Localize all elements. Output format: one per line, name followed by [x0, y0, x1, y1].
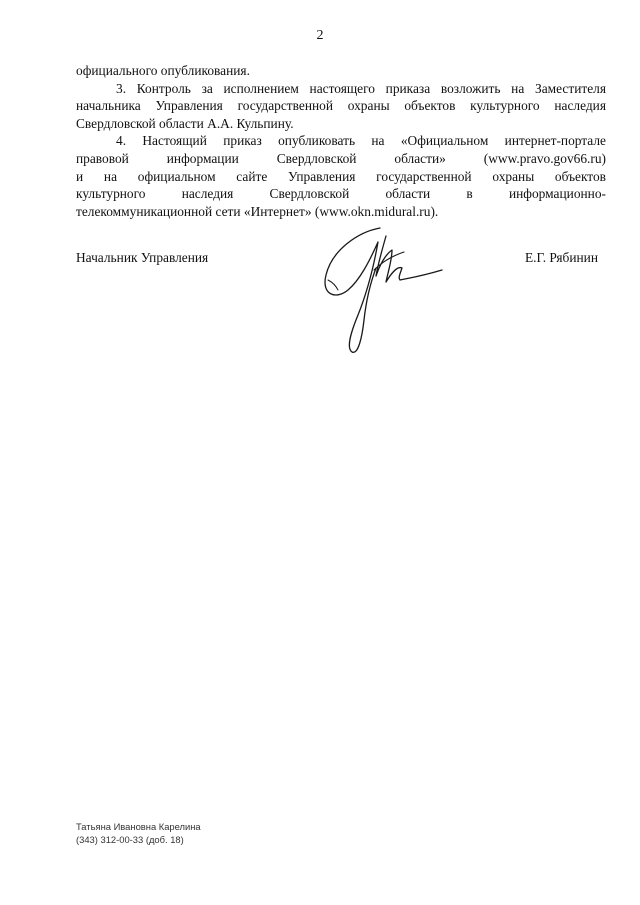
paragraph-4-line-4: культурного наследия Свердловской области в информационно- [76, 186, 606, 202]
paragraph-3-line-3: Свердловской области А.А. Кульпину. [76, 115, 294, 131]
handwritten-signature-icon [318, 220, 458, 360]
text-line-continuation: официального опубликования. [76, 63, 250, 78]
contact-footer [76, 820, 201, 846]
contact-phone: (343) 312-00-33 (доб. 18) [76, 834, 184, 845]
paragraph-3-line-2: начальника Управления государственной охраны объектов культурного наследия [76, 98, 606, 114]
document-body [76, 62, 606, 220]
paragraph-3-line-1: 3. Контроль за исполнением настоящего приказа возложить на Заместителя [116, 80, 606, 96]
signatory-title: Начальник Управления [76, 250, 209, 265]
paragraph-4-line-1: 4. Настоящий приказ опубликовать на «Официальном интернет-портале [116, 133, 606, 149]
contact-name: Татьяна Ивановна Карелина [76, 821, 201, 832]
signatory-name: Е.Г. Рябинин [524, 250, 598, 265]
paragraph-4-line-3: и на официальном сайте Управления государственной охраны объектов [76, 168, 606, 184]
paragraph-4-line-2: правовой информации Свердловской области» (www.pravo.gov66.ru) [76, 150, 606, 166]
page-number: 2 [316, 28, 324, 43]
paragraph-4-line-5: телекоммуникационной сети «Интернет» (www.okn.midural.ru). [76, 203, 439, 219]
